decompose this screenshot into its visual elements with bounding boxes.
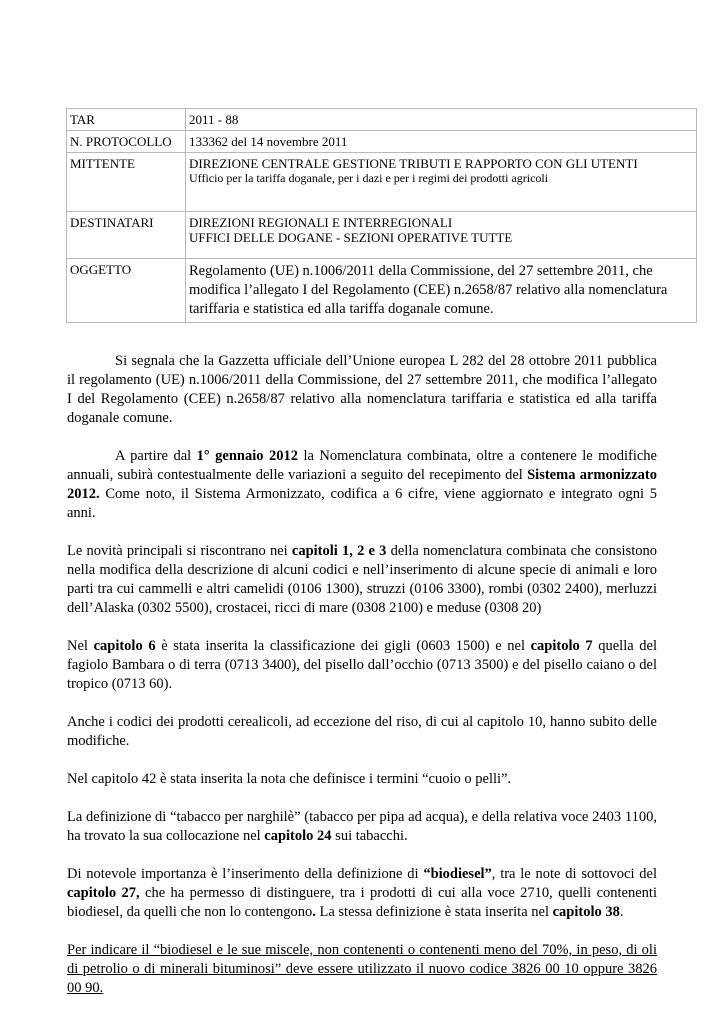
paragraph-capitolo-42: Nel capitolo 42 è stata inserita la nota che definisce i termini “cuoio o pelli”. bbox=[67, 771, 512, 787]
tar-value: 2011 - 88 bbox=[186, 109, 697, 131]
paragraph-cerealicoli: Anche i codici dei prodotti cerealicoli, ad eccezione del riso, di cui al capitolo 10, hanno subito delle modifiche. bbox=[67, 714, 657, 749]
document-body bbox=[67, 352, 657, 1017]
mittente-cell bbox=[186, 153, 697, 212]
p3-text-a: Le novità principali si riscontrano nei bbox=[67, 543, 292, 559]
header-row-protocollo bbox=[67, 131, 697, 153]
header-table bbox=[66, 108, 697, 323]
paragraph-gennaio bbox=[67, 447, 657, 523]
p2-bold-sistema: Sistema armonizzato 2012. bbox=[67, 467, 658, 502]
p4-text-a: Nel bbox=[67, 638, 94, 654]
protocollo-value: 133362 del 14 novembre 2011 bbox=[186, 131, 697, 153]
p2-text-e: Come noto, il Sistema Armonizzato, codifica a 6 cifre, viene aggiornato e integrato ogni 5 anni. bbox=[67, 486, 657, 521]
header-row-tar bbox=[67, 109, 697, 131]
paragraph-codice-biodiesel: Per indicare il “biodiesel e le sue miscele, non contenenti o contenenti meno del 70%, in peso, di oli di petrolio o di minerali bituminosi” deve essere utilizzato il nuovo codice 3826 00 10 oppure 3826 00 90. bbox=[67, 942, 657, 996]
p2-text-c: la Nomenclatura combinata, oltre a contenere le modifiche annuali, subirà contestualmente delle variazioni a seguito del recepimento del bbox=[67, 448, 657, 483]
p7-text-c: sui tabacchi. bbox=[331, 828, 408, 844]
paragraph-novita bbox=[67, 542, 657, 618]
destinatari-label: DESTINATARI bbox=[67, 212, 186, 259]
oggetto-label: OGGETTO bbox=[67, 259, 186, 323]
p8-bold-cap38: capitolo 38 bbox=[552, 904, 620, 920]
p8-text-a: Di notevole importanza è l’inserimento della definizione di bbox=[67, 866, 424, 882]
p7-bold-cap24: capitolo 24 bbox=[264, 828, 332, 844]
mittente-label: MITTENTE bbox=[67, 153, 186, 212]
header-row-oggetto bbox=[67, 259, 697, 323]
header-row-destinatari bbox=[67, 212, 697, 259]
p8-text-c: , tra le note di sottovoci del bbox=[491, 866, 657, 882]
paragraph-tabacco bbox=[67, 808, 657, 846]
p8-text-g: La stessa definizione è stata inserita nel bbox=[315, 904, 553, 920]
paragraph-gazzetta: Si segnala che la Gazzetta ufficiale dell’Unione europea L 282 del 28 ottobre 2011 pubblica il regolamento (UE) n.1006/2011 della Commissione, del 27 settembre 2011, che modifica l’allegato I del Regolamento (CEE) n.2658/87 relativo alla nomenclatura tariffaria e statistica ed alla tariffa doganale comune. bbox=[67, 353, 657, 426]
p3-bold-capitoli: capitoli 1, 2 e 3 bbox=[291, 543, 387, 559]
paragraph-biodiesel bbox=[67, 865, 657, 922]
tar-label: TAR bbox=[67, 109, 186, 131]
mittente-line1: DIREZIONE CENTRALE GESTIONE TRIBUTI E RAPPORTO CON GLI UTENTI bbox=[189, 156, 638, 171]
p8-bold-biodiesel: “biodiesel” bbox=[423, 866, 492, 882]
paragraph-capitolo-6 bbox=[67, 637, 657, 694]
p4-text-e: quella del fagiolo Bambara o di terra (0713 3400), del pisello dall’occhio (0713 3500) e del pisello caiano o del tropico (0713 60). bbox=[67, 638, 658, 692]
p8-text-i: . bbox=[619, 904, 624, 920]
p8-bold-period: . bbox=[312, 904, 316, 920]
destinatari-line2: UFFICI DELLE DOGANE - SEZIONI OPERATIVE TUTTE bbox=[189, 230, 513, 245]
p7-text-a: La definizione di “tabacco per narghilè” (tabacco per pipa ad acqua), e della relativa voce 2403 1100, ha trovato la sua collocazione nel bbox=[67, 809, 657, 844]
p8-bold-cap27: capitolo 27, bbox=[67, 885, 140, 901]
destinatari-cell bbox=[186, 212, 697, 259]
header-row-mittente bbox=[67, 153, 697, 212]
destinatari-line1: DIREZIONI REGIONALI E INTERREGIONALI bbox=[189, 215, 453, 230]
p2-bold-date: 1° gennaio 2012 bbox=[196, 448, 298, 464]
p2-text-a: A partire dal bbox=[115, 448, 197, 464]
p8-text-e: che ha permesso di distinguere, tra i prodotti di cui alla voce 2710, quelli contenenti biodiesel, da quelli che non lo contengono bbox=[67, 885, 657, 920]
p4-bold-cap7: capitolo 7 bbox=[530, 638, 593, 654]
mittente-line2: Ufficio per la tariffa doganale, per i dazi e per i regimi dei prodotti agricoli bbox=[189, 171, 549, 185]
p4-bold-cap6: capitolo 6 bbox=[93, 638, 156, 654]
p3-text-c: della nomenclatura combinata che consistono nella modifica della descrizione di alcuni codici e nell’inserimento di alcune specie di animali e loro parti tra cui cammelli e altri camelidi (0106 1300), struzzi (0106 3300), rombi (0302 2400), merluzzi dell’Alaska (0302 5500), crostacei, ricci di mare (0308 2100) e meduse (0308 20) bbox=[67, 543, 658, 616]
oggetto-value: Regolamento (UE) n.1006/2011 della Commissione, del 27 settembre 2011, che modifica l’allegato I del Regolamento (CEE) n.2658/87 relativo alla nomenclatura tariffaria e statistica ed alla tariffa doganale comune. bbox=[186, 259, 697, 323]
protocollo-label: N. PROTOCOLLO bbox=[67, 131, 186, 153]
p4-text-c: è stata inserita la classificazione dei gigli (0603 1500) e nel bbox=[155, 638, 531, 654]
